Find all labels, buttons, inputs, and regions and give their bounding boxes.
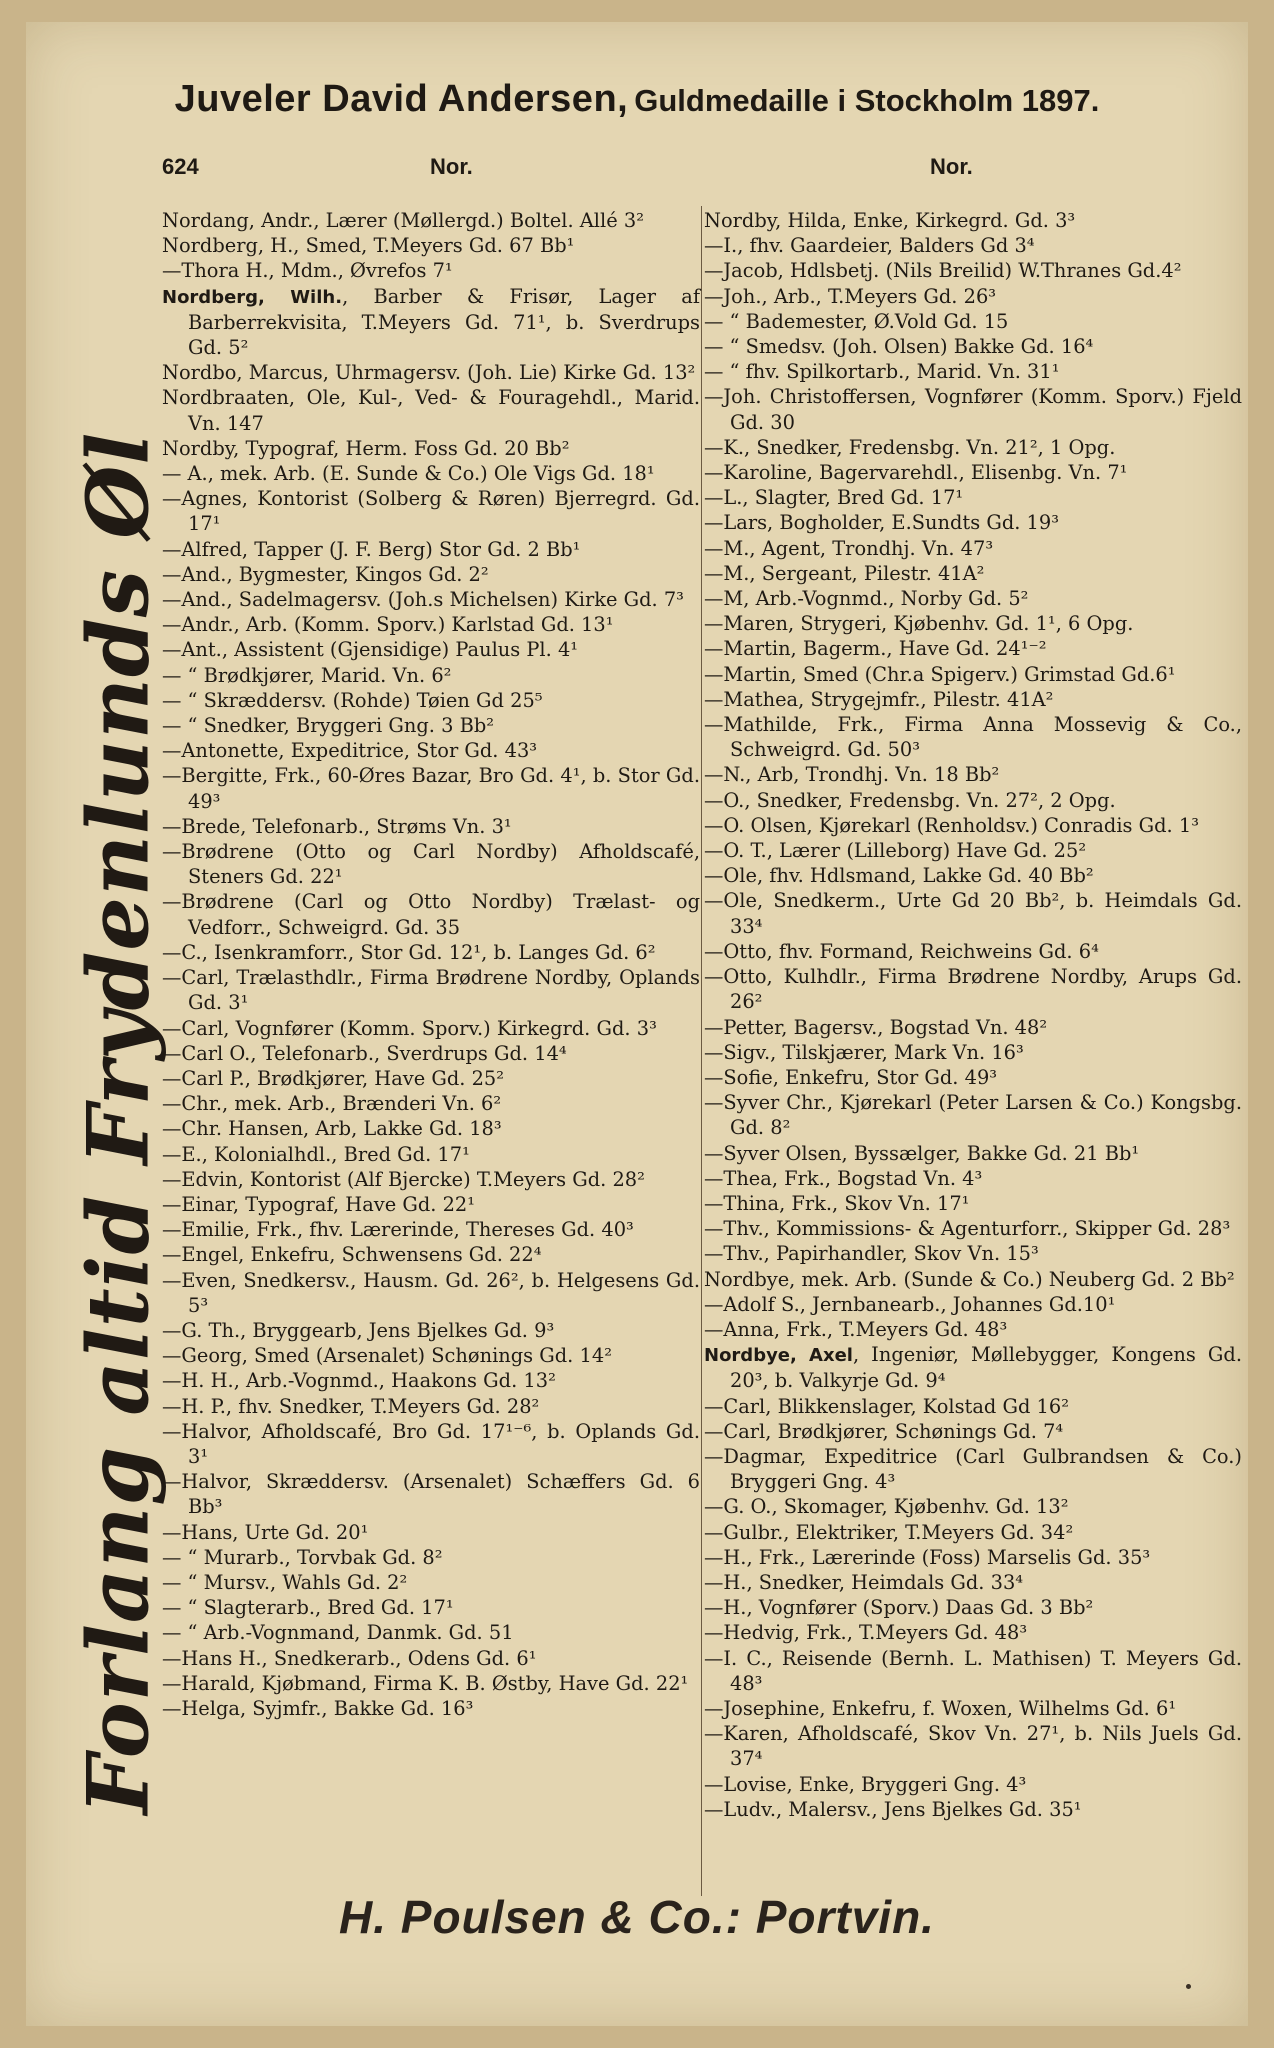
directory-entry: —Hedvig, Frk., T.Meyers Gd. 48³ (704, 1621, 1028, 1645)
directory-entry: —Anna, Frk., T.Meyers Gd. 48³ (704, 1317, 1008, 1341)
directory-entry: —Joh., Arb., T.Meyers Gd. 26³ (704, 284, 997, 308)
directory-entry: —C., Isenkramforr., Stor Gd. 12¹, b. Langes Gd. 6² (162, 940, 656, 964)
footer-advert: H. Poulsen & Co.: Portvin. (339, 1891, 935, 1943)
directory-entry: —H. H., Arb.-Vognmd., Haakons Gd. 13² (162, 1369, 556, 1393)
directory-entry: —Thina, Frk., Skov Vn. 17¹ (704, 1191, 970, 1215)
directory-entry: —Adolf S., Jernbanearb., Johannes Gd.10¹ (704, 1292, 1116, 1316)
directory-entry: —Maren, Strygeri, Kjøbenhv. Gd. 1¹, 6 Opg. (704, 612, 1134, 636)
directory-entry: — “ Mursv., Wahls Gd. 2² (162, 1570, 408, 1594)
directory-entry: —H. P., fhv. Snedker, T.Meyers Gd. 28² (162, 1394, 540, 1418)
left-column (162, 208, 700, 1721)
running-head-right: Nor. (930, 154, 973, 179)
directory-entry: —Otto, fhv. Formand, Reichweins Gd. 6⁴ (704, 939, 1099, 963)
directory-entry: —N., Arb, Trondhj. Vn. 18 Bb² (704, 763, 1000, 787)
directory-entry: —And., Bygmester, Kingos Gd. 2² (162, 562, 489, 586)
directory-entry: —Brødrene (Otto og Carl Nordby) Afholdscafé, Steners Gd. 22¹ (162, 840, 700, 889)
directory-entry: —Mathea, Strygejmfr., Pilestr. 41A² (704, 687, 1054, 711)
directory-entry: —Brødrene (Carl og Otto Nordby) Trælast- og Vedforr., Schweigrd. Gd. 35 (162, 890, 700, 939)
directory-entry: —Halvor, Afholdscafé, Bro Gd. 17¹⁻⁶, b. Oplands Gd. 3¹ (162, 1419, 700, 1468)
directory-entry: —Thea, Frk., Bogstad Vn. 4³ (704, 1166, 983, 1190)
directory-entry: —Syver Chr., Kjørekarl (Peter Larsen & Co.) Kongsbg. Gd. 8² (704, 1091, 1242, 1140)
directory-entry: —Halvor, Skræddersv. (Arsenalet) Schæffers Gd. 6 Bb³ (162, 1470, 700, 1519)
side-advert: Forlang altid Frydenlunds Øl (68, 431, 168, 1815)
directory-entry: Nordbye, Axel, Ingeniør, Møllebygger, Kongens Gd. 20³, b. Valkyrje Gd. 9⁴ (704, 1343, 1242, 1393)
directory-entry: —Bergitte, Frk., 60-Øres Bazar, Bro Gd. 4¹, b. Stor Gd. 49³ (162, 764, 700, 813)
directory-entry: —Carl P., Brødkjører, Have Gd. 25² (162, 1066, 505, 1090)
directory-entry: — “ Snedker, Bryggeri Gng. 3 Bb² (162, 714, 495, 738)
directory-entry: — “ fhv. Spilkortarb., Marid. Vn. 31¹ (704, 360, 1060, 384)
header-advert-name: Juveler David Andersen, (174, 78, 629, 120)
directory-entry: —Ole, Snedkerm., Urte Gd 20 Bb², b. Heimdals Gd. 33⁴ (704, 889, 1242, 938)
directory-entry: —Josephine, Enkefru, f. Woxen, Wilhelms Gd. 6¹ (704, 1696, 1177, 1720)
directory-entry: —O. Olsen, Kjørekarl (Renholdsv.) Conradis Gd. 1³ (704, 813, 1199, 837)
directory-entry: —Ole, fhv. Hdlsmand, Lakke Gd. 40 Bb² (704, 864, 1094, 888)
running-head-left: Nor. (430, 154, 473, 179)
directory-entry: —M, Arb.-Vognmd., Norby Gd. 5² (704, 587, 1029, 611)
directory-entry: —Hans, Urte Gd. 20¹ (162, 1520, 369, 1544)
directory-entry: —H., Frk., Lærerinde (Foss) Marselis Gd. 35³ (704, 1545, 1151, 1569)
directory-entry: —Antonette, Expeditrice, Stor Gd. 43³ (162, 739, 538, 763)
directory-entry: —Gulbr., Elektriker, T.Meyers Gd. 34² (704, 1520, 1074, 1544)
directory-entry: —M., Agent, Trondhj. Vn. 47³ (704, 536, 994, 560)
directory-entry: —Thv., Papirhandler, Skov Vn. 15³ (704, 1242, 1039, 1266)
directory-entry: Nordbye, mek. Arb. (Sunde & Co.) Neuberg Gd. 2 Bb² (704, 1267, 1235, 1291)
column-divider (701, 206, 702, 1896)
directory-entry: —I., fhv. Gaardeier, Balders Gd 3⁴ (704, 234, 1035, 258)
directory-entry: —Carl, Blikkenslager, Kolstad Gd 16² (704, 1394, 1070, 1418)
directory-entry: —Ant., Assistent (Gjensidige) Paulus Pl. 4¹ (162, 638, 579, 662)
directory-entry: —And., Sadelmagersv. (Joh.s Michelsen) Kirke Gd. 7³ (162, 588, 684, 612)
directory-entry: Nordberg, H., Smed, T.Meyers Gd. 67 Bb¹ (162, 234, 575, 258)
directory-entry: Nordberg, Wilh., Barber & Frisør, Lager af Barberrekvisita, T.Meyers Gd. 71¹, b. Sverdrups Gd. 5² (162, 284, 700, 360)
header-advert (0, 78, 1274, 121)
directory-entry: —Carl, Brødkjører, Schønings Gd. 7⁴ (704, 1419, 1064, 1443)
directory-entry: Nordby, Hilda, Enke, Kirkegrd. Gd. 3³ (704, 209, 1076, 232)
header-advert-tail: Guldmedaille i Stockholm 1897. (634, 83, 1100, 118)
directory-entry: —G. Th., Bryggearb, Jens Bjelkes Gd. 9³ (162, 1318, 555, 1342)
directory-entry: —Lars, Bogholder, E.Sundts Gd. 19³ (704, 511, 1060, 535)
directory-entry: —Carl, Trælasthdlr., Firma Brødrene Nordby, Oplands Gd. 3¹ (162, 966, 700, 1015)
directory-entry: — “ Bademester, Ø.Vold Gd. 15 (704, 309, 1009, 333)
directory-entry: —Ludv., Malersv., Jens Bjelkes Gd. 35¹ (704, 1797, 1082, 1821)
directory-entry: —Brede, Telefonarb., Strøms Vn. 3¹ (162, 814, 512, 838)
directory-entry: —Petter, Bagersv., Bogstad Vn. 48² (704, 1015, 1048, 1039)
directory-entry: —K., Snedker, Fredensbg. Vn. 21², 1 Opg. (704, 435, 1116, 459)
directory-entry: —Lovise, Enke, Bryggeri Gng. 4³ (704, 1772, 1027, 1796)
directory-entry: —O. T., Lærer (Lilleborg) Have Gd. 25² (704, 839, 1087, 863)
directory-entry: —Einar, Typograf, Have Gd. 22¹ (162, 1192, 476, 1216)
directory-entry: — “ Arb.-Vognmand, Danmk. Gd. 51 (162, 1621, 514, 1645)
directory-entry: —Agnes, Kontorist (Solberg & Røren) Bjerregrd. Gd. 17¹ (162, 487, 700, 536)
page-number: 624 (162, 154, 199, 179)
directory-entry: —O., Snedker, Fredensbg. Vn. 27², 2 Opg. (704, 788, 1116, 812)
directory-entry: Nordbo, Marcus, Uhrmagersv. (Joh. Lie) Kirke Gd. 13² (162, 361, 696, 385)
directory-entry: —Joh. Christoffersen, Vognfører (Komm. Sporv.) Fjeld Gd. 30 (704, 385, 1242, 434)
directory-entry: —Sigv., Tilskjærer, Mark Vn. 16³ (704, 1040, 1024, 1064)
print-mark (1186, 1984, 1191, 1989)
directory-entry: Nordby, Typograf, Herm. Foss Gd. 20 Bb² (162, 436, 570, 460)
directory-entry: —Helga, Syjmfr., Bakke Gd. 16³ (162, 1696, 474, 1720)
directory-entry: —Jacob, Hdlsbetj. (Nils Breilid) W.Thranes Gd.4² (704, 259, 1182, 283)
directory-entry: —I. C., Reisende (Bernh. L. Mathisen) T. Meyers Gd. 48³ (704, 1646, 1242, 1695)
right-column (704, 208, 1242, 1822)
directory-entry: —Otto, Kulhdlr., Firma Brødrene Nordby, Arups Gd. 26² (704, 965, 1242, 1014)
directory-entry: —Carl, Vognfører (Komm. Sporv.) Kirkegrd. Gd. 3³ (162, 1016, 657, 1040)
directory-entry: —Dagmar, Expeditrice (Carl Gulbrandsen & Co.) Bryggeri Gng. 4³ (704, 1444, 1242, 1494)
directory-entry: — “ Smedsv. (Joh. Olsen) Bakke Gd. 16⁴ (704, 335, 1094, 359)
directory-entry: —E., Kolonialhdl., Bred Gd. 17¹ (162, 1142, 470, 1166)
directory-entry: —Georg, Smed (Arsenalet) Schønings Gd. 14² (162, 1344, 612, 1368)
directory-entry: —Even, Snedkersv., Hausm. Gd. 26², b. Helgesens Gd. 5³ (162, 1268, 700, 1317)
directory-entry: —Edvin, Kontorist (Alf Bjercke) T.Meyers Gd. 28² (162, 1167, 645, 1191)
directory-entry: Nordang, Andr., Lærer (Møllergd.) Boltel. Allé 3² (162, 209, 644, 232)
directory-entry: —Chr., mek. Arb., Brænderi Vn. 6² (162, 1092, 502, 1116)
directory-entry: —Karen, Afholdscafé, Skov Vn. 27¹, b. Nils Juels Gd. 37⁴ (704, 1722, 1242, 1771)
directory-entry: —Andr., Arb. (Komm. Sporv.) Karlstad Gd. 13¹ (162, 613, 614, 637)
directory-entry: —Mathilde, Frk., Firma Anna Mossevig & Co., Schweigrd. Gd. 50³ (704, 713, 1242, 762)
directory-entry: — “ Slagterarb., Bred Gd. 17¹ (162, 1596, 454, 1620)
directory-entry: —Martin, Bagerm., Have Gd. 24¹⁻² (704, 637, 1047, 661)
directory-entry: —Karoline, Bagervarehdl., Elisenbg. Vn. 7¹ (704, 461, 1128, 485)
directory-entry: —H., Vognfører (Sporv.) Daas Gd. 3 Bb² (704, 1596, 1094, 1620)
directory-entry: —Engel, Enkefru, Schwensens Gd. 22⁴ (162, 1243, 542, 1267)
directory-entry: —Syver Olsen, Byssælger, Bakke Gd. 21 Bb¹ (704, 1141, 1140, 1165)
directory-entry: —Harald, Kjøbmand, Firma K. B. Østby, Have Gd. 22¹ (162, 1671, 689, 1695)
directory-entry: — A., mek. Arb. (E. Sunde & Co.) Ole Vigs Gd. 18¹ (162, 462, 655, 486)
directory-entry: — “ Brødkjører, Marid. Vn. 6² (162, 663, 452, 687)
directory-entry: —Thora H., Mdm., Øvrefos 7¹ (162, 259, 453, 283)
directory-entry: —G. O., Skomager, Kjøbenhv. Gd. 13² (704, 1495, 1069, 1519)
directory-entry: — “ Skræddersv. (Rohde) Tøien Gd 25⁵ (162, 688, 543, 712)
directory-entry: —Chr. Hansen, Arb, Lakke Gd. 18³ (162, 1117, 502, 1141)
directory-entry: Nordbraaten, Ole, Kul-, Ved- & Fouragehdl., Marid. Vn. 147 (162, 386, 700, 435)
directory-entry: —M., Sergeant, Pilestr. 41A² (704, 561, 985, 585)
directory-entry: —Carl O., Telefonarb., Sverdrups Gd. 14⁴ (162, 1041, 567, 1065)
directory-entry: —H., Snedker, Heimdals Gd. 33⁴ (704, 1570, 1024, 1594)
directory-entry: —L., Slagter, Bred Gd. 17¹ (704, 486, 964, 510)
directory-entry: —Alfred, Tapper (J. F. Berg) Stor Gd. 2 Bb¹ (162, 537, 581, 561)
directory-entry: —Sofie, Enkefru, Stor Gd. 49³ (704, 1065, 998, 1089)
directory-entry: —Thv., Kommissions- & Agenturforr., Skipper Gd. 28³ (704, 1217, 1231, 1241)
directory-entry: —Hans H., Snedkerarb., Odens Gd. 6¹ (162, 1646, 537, 1670)
directory-entry: — “ Murarb., Torvbak Gd. 8² (162, 1545, 443, 1569)
directory-entry: —Emilie, Frk., fhv. Lærerinde, Thereses Gd. 40³ (162, 1218, 634, 1242)
directory-entry: —Martin, Smed (Chr.a Spigerv.) Grimstad Gd.6¹ (704, 662, 1176, 686)
